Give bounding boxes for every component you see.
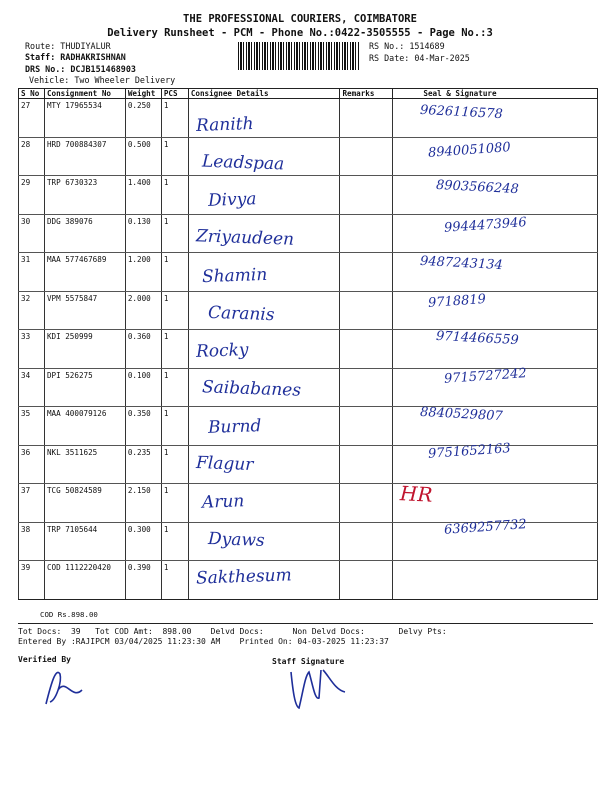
cell-pcs: 1 [161,561,188,600]
route-label: Route: THUDIYALUR [25,41,111,51]
table-row [19,291,598,330]
col-remarks: Remarks [340,89,393,99]
consignee-handwriting: Shamin [201,264,268,287]
drs-number: DRS No.: DCJB151468903 [25,64,136,74]
cell-consignment: KDI 250999 [44,330,125,369]
cell-weight: 2.000 [125,291,161,330]
footer-divider [18,623,593,624]
cell-weight: 0.390 [125,561,161,600]
cell-remarks [340,407,393,446]
cell-remarks [340,291,393,330]
rs-date: RS Date: 04-Mar-2025 [369,53,470,63]
table-row [19,484,598,523]
cell-consignment: VPM 5575847 [44,291,125,330]
seal-handwriting: 9715727242 [443,366,528,387]
consignee-handwriting: Saibabanes [201,377,302,401]
consignee-handwriting: Burnd [207,415,262,438]
table-row [19,561,598,600]
consignee-handwriting: Leadspaa [201,151,285,175]
cell-consignment: NKL 3511625 [44,445,125,484]
cell-consignment: COD 1112220420 [44,561,125,600]
cell-sno: 30 [19,214,45,253]
col-consignment: Consignment No [44,89,125,99]
staff-signature-label: Staff Signature [272,657,345,666]
totals-line: Tot Docs: 39 Tot COD Amt: 898.00 Delvd Docs: Non Delvd Docs: Delvy Pts: [18,627,447,636]
consignee-handwriting: Ranith [195,114,254,136]
cell-seal [393,291,598,330]
cell-remarks [340,445,393,484]
consignee-handwriting: Arun [201,491,245,513]
cell-sno: 39 [19,561,45,600]
seal-handwriting: 9626116578 [419,102,504,123]
col-seal: Seal & Signature [393,89,598,99]
cell-sno: 37 [19,484,45,523]
vehicle-label: Vehicle: Two Wheeler Delivery [29,75,176,85]
cell-sno: 29 [19,176,45,215]
cell-consignment: TRP 7105644 [44,522,125,561]
cell-pcs: 1 [161,99,188,138]
cell-pcs: 1 [161,522,188,561]
cell-pcs: 1 [161,176,188,215]
entered-line: Entered By :RAJIPCM 03/04/2025 11:23:30 AM Printed On: 04-03-2025 11:23:37 [18,637,389,646]
consignee-handwriting: Sakthesum [195,565,293,590]
cell-consignment: MAA 400079126 [44,407,125,446]
cell-consignment: MTY 17965534 [44,99,125,138]
cell-consignment: TCG 50824589 [44,484,125,523]
cell-remarks [340,253,393,292]
cell-weight: 0.300 [125,522,161,561]
cell-pcs: 1 [161,330,188,369]
cell-remarks [340,522,393,561]
consignee-handwriting: Caranis [207,302,275,325]
runsheet-subtitle: Delivery Runsheet - PCM - Phone No.:0422-3505555 - Page No.:3 [107,27,493,39]
consignee-handwriting: Dyaws [207,528,265,551]
seal-handwriting: 8840529807 [419,404,504,424]
cell-sno: 36 [19,445,45,484]
company-title: THE PROFESSIONAL COURIERS, COIMBATORE [183,13,417,25]
cell-remarks [340,214,393,253]
table-row [19,137,598,176]
verified-by-label: Verified By [18,655,71,664]
seal-handwriting: 8940051080 [427,139,512,161]
cell-consignment: HRD 700884307 [44,137,125,176]
cell-weight: 0.350 [125,407,161,446]
cell-consignment: DPI 526275 [44,368,125,407]
cell-weight: 0.100 [125,368,161,407]
cell-pcs: 1 [161,253,188,292]
cell-sno: 32 [19,291,45,330]
cell-pcs: 1 [161,484,188,523]
rs-number: RS No.: 1514689 [369,41,445,51]
cell-consignment: TRP 6730323 [44,176,125,215]
cell-weight: 2.150 [125,484,161,523]
seal-handwriting: 9944473946 [443,215,528,236]
cell-remarks [340,99,393,138]
cell-sno: 33 [19,330,45,369]
cell-remarks [340,484,393,523]
cell-pcs: 1 [161,368,188,407]
cell-pcs: 1 [161,407,188,446]
cell-pcs: 1 [161,137,188,176]
seal-handwriting: HR [399,481,434,507]
cell-consignment: MAA 577467689 [44,253,125,292]
cell-pcs: 1 [161,214,188,253]
cell-consignment: DDG 389076 [44,214,125,253]
cell-pcs: 1 [161,291,188,330]
cell-remarks [340,368,393,407]
cell-sno: 35 [19,407,45,446]
cell-weight: 0.500 [125,137,161,176]
cell-remarks [340,137,393,176]
consignee-handwriting: Rocky [195,340,249,363]
cell-weight: 0.360 [125,330,161,369]
consignee-handwriting: Zriyaudeen [195,226,295,250]
cell-seal [393,561,598,600]
cell-weight: 1.400 [125,176,161,215]
barcode [238,42,360,70]
cell-weight: 0.130 [125,214,161,253]
table-header [19,89,598,99]
consignee-handwriting: Flagur [195,453,254,476]
cell-sno: 34 [19,368,45,407]
cell-weight: 0.250 [125,99,161,138]
col-consignee: Consignee Details [188,89,340,99]
seal-handwriting: 6369257732 [443,516,528,538]
cell-weight: 0.235 [125,445,161,484]
table-row [19,253,598,292]
consignee-handwriting: Divya [207,189,257,212]
staff-signature [285,662,355,712]
seal-handwriting: 9714466559 [435,329,520,349]
seal-handwriting: 9718819 [427,291,487,311]
cell-sno: 31 [19,253,45,292]
seal-handwriting: 8903566248 [435,178,520,198]
staff-label: Staff: RADHAKRISHNAN [25,52,126,62]
seal-handwriting: 9751652163 [427,441,512,463]
cell-remarks [340,176,393,215]
seal-handwriting: 9487243134 [419,253,504,273]
cell-pcs: 1 [161,445,188,484]
cell-sno: 27 [19,99,45,138]
verifier-signature [38,660,88,710]
cell-remarks [340,561,393,600]
cell-weight: 1.200 [125,253,161,292]
col-pcs: PCS [161,89,188,99]
cod-note: COD Rs.898.00 [40,610,98,619]
col-weight: Weight [125,89,161,99]
cell-sno: 38 [19,522,45,561]
col-sno: S No [19,89,45,99]
cell-remarks [340,330,393,369]
table-row [19,407,598,446]
table-row [19,99,598,138]
cell-sno: 28 [19,137,45,176]
